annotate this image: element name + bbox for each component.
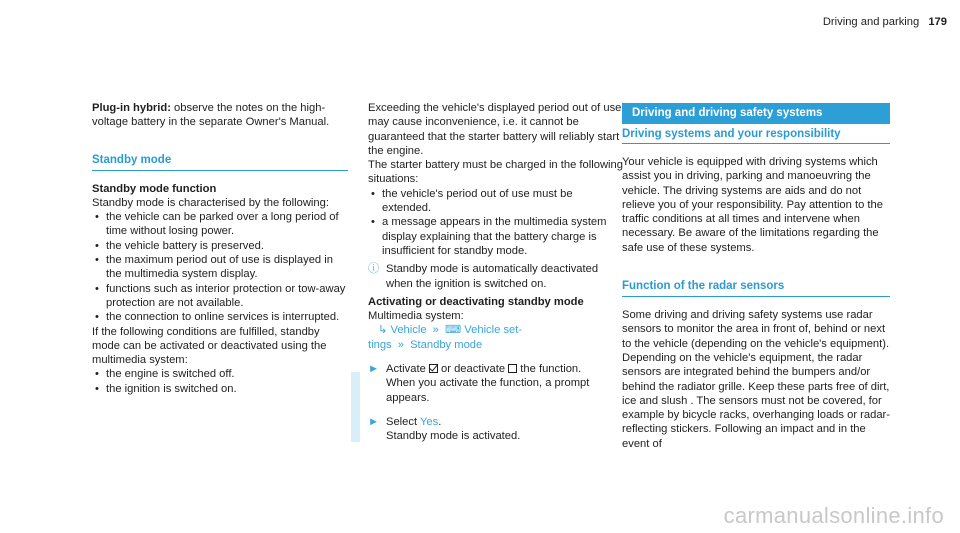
menu-path	[368, 323, 624, 337]
charge-text: The starter battery must be charged in the following situations:	[368, 159, 623, 186]
step-select-yes	[368, 415, 624, 444]
radar-heading: Function of the radar sensors	[622, 280, 785, 293]
list-item: • the engine is switched off.	[92, 367, 348, 381]
plugin-label: Plug-in hybrid:	[92, 102, 171, 114]
list-item: • functions such as interior protection or tow-away protection are not available.	[92, 282, 348, 311]
column-1	[92, 101, 348, 396]
checkbox-empty-icon	[508, 364, 517, 373]
list-item: • the vehicle battery is preserved.	[92, 239, 348, 253]
path-vehicle-settings-cont: tings	[368, 338, 392, 351]
multimedia-label: Multimedia system:	[368, 310, 464, 323]
conditions-text: If the following conditions are fulfilled, standby mode can be activated or deactivated using the multimedia system:	[92, 325, 327, 367]
list-item: • the ignition is switched on.	[92, 382, 348, 396]
path-return-icon: ↳	[378, 324, 388, 337]
step1-d: When you activate the function, a prompt appears.	[386, 377, 590, 404]
list-item: • the maximum period out of use is displayed in the multimedia system display.	[92, 253, 348, 282]
note-block	[368, 262, 624, 291]
path-vehicle: Vehicle	[390, 324, 427, 337]
page-number: 179	[928, 16, 947, 28]
plugin-text: observe the notes on the high-voltage battery in the separate Owner's Manual.	[92, 102, 330, 129]
list-item: • the vehicle's period out of use must be extended.	[368, 187, 624, 216]
step1-c: the function.	[517, 363, 582, 376]
info-icon: ⓘ	[368, 263, 380, 276]
checkbox-checked-icon	[429, 364, 438, 373]
column-3	[622, 103, 890, 451]
step1-b: or deactivate	[437, 363, 509, 376]
watermark: carmanualsonline.info	[723, 503, 944, 528]
chevron-right-icon: »	[432, 324, 439, 337]
step-marker-bar	[351, 372, 360, 442]
plugin-hybrid-note	[92, 101, 348, 130]
function-heading: Standby mode function	[92, 182, 217, 195]
step-activate	[368, 362, 624, 405]
yes-option: Yes	[420, 415, 439, 428]
step2-b: .	[438, 415, 442, 428]
charge-bullets	[368, 187, 624, 258]
step2-a: Select	[386, 415, 420, 428]
radar-text-2: Depending on the vehicle's equipment, the radar sensors are integrated behind the bumpers and/or behind the radiator grille. Keep these parts free of dirt, ice and slush . The sensors must not be covered, for example by bicycle racks, overhanging loads or radar-reflecting stickers. Following an impact and in the event of	[622, 351, 891, 450]
step-arrow-icon: ►	[368, 363, 380, 376]
column-2	[368, 101, 624, 444]
step2-c: Standby mode is activated.	[386, 430, 521, 443]
radar-text-1: Some driving and driving safety systems use radar sensors to monitor the area in front of, behind or next to the vehicle (depending on the vehicle's equipment).	[622, 309, 890, 350]
path-standby-mode: Standby mode	[410, 338, 483, 351]
path-vehicle-settings: Vehicle set-	[464, 324, 523, 337]
list-item: • the connection to online services is interrupted.	[92, 310, 348, 324]
function-intro: Standby mode is characterised by the following:	[92, 196, 329, 209]
running-header	[787, 15, 947, 29]
list-item: • the vehicle can be parked over a long period of time without losing power.	[92, 210, 348, 239]
function-bullets	[92, 210, 348, 324]
header-section: Driving and parking	[822, 16, 920, 28]
conditions-bullets	[92, 367, 348, 396]
exceed-text: Exceeding the vehicle's displayed period out of use may cause inconvenience, i.e. it cannot be guaranteed that the starter battery will reliably start the engine.	[368, 102, 622, 157]
responsibility-heading: Driving systems and your responsibility	[622, 128, 841, 140]
car-settings-icon: ⌨	[445, 324, 462, 337]
note-text: Standby mode is automatically deactivated when the ignition is switched on.	[386, 263, 599, 290]
responsibility-text: Your vehicle is equipped with driving systems which assist you in driving, parking and manoeuvring the vehicle. The driving systems are aids and do not relieve you of your responsibility. Pay attention to the traffic conditions at all times and intervene when necessary. Be aware of the limitations regarding the safe use of these systems.	[622, 156, 883, 254]
section-banner: Driving and driving safety systems	[622, 103, 890, 124]
step-arrow-icon: ►	[368, 415, 380, 428]
step1-a: Activate	[386, 363, 429, 376]
activating-heading: Activating or deactivating standby mode	[368, 295, 584, 308]
standby-mode-heading: Standby mode	[92, 153, 172, 166]
list-item: • a message appears in the multimedia system display explaining that the battery charge is insufficient for standby mode.	[368, 215, 624, 258]
chevron-right-icon: »	[397, 338, 404, 351]
menu-path-cont	[368, 338, 624, 352]
